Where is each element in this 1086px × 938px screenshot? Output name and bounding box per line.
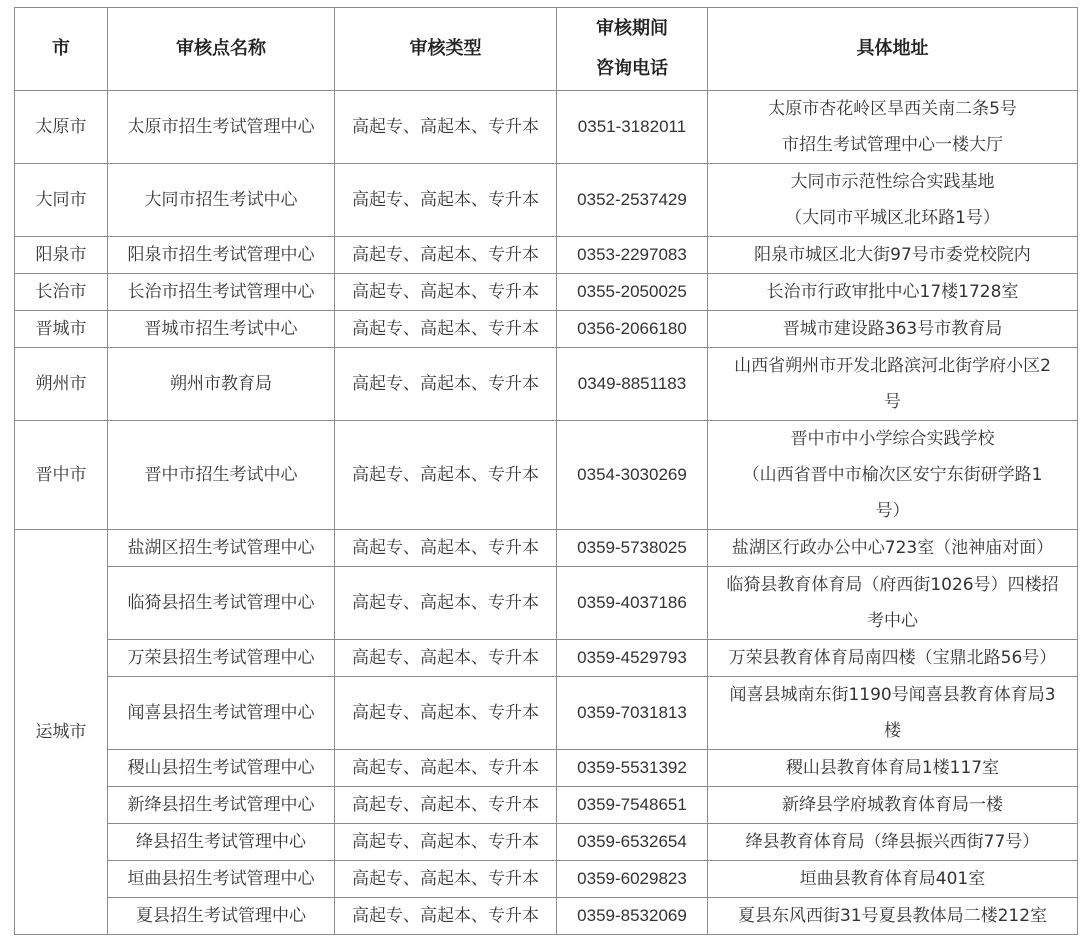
site-name-cell: 晋城市招生考试中心 bbox=[108, 311, 335, 348]
address-line: 长治市行政审批中心17楼1728室 bbox=[766, 282, 1019, 302]
phone-cell: 0359-8532069 bbox=[557, 898, 708, 935]
address-line: （大同市平城区北环路1号） bbox=[785, 208, 1000, 228]
address-line: 稷山县教育体育局1楼117室 bbox=[785, 758, 1000, 778]
table-row bbox=[15, 898, 1078, 935]
table-row bbox=[15, 567, 1078, 640]
address-cell bbox=[708, 861, 1078, 898]
header-phone-line1: 审核期间 bbox=[596, 18, 668, 39]
review-type-cell: 高起专、高起本、专升本 bbox=[335, 91, 557, 164]
site-name-cell: 临猗县招生考试管理中心 bbox=[108, 567, 335, 640]
address-cell bbox=[708, 677, 1078, 750]
city-cell: 晋中市 bbox=[15, 421, 108, 530]
address-line: 市招生考试管理中心一楼大厅 bbox=[782, 135, 1003, 155]
phone-cell: 0353-2297083 bbox=[557, 237, 708, 274]
phone-cell: 0359-4529793 bbox=[557, 640, 708, 677]
review-type-cell: 高起专、高起本、专升本 bbox=[335, 640, 557, 677]
site-name-cell: 大同市招生考试中心 bbox=[108, 164, 335, 237]
address-line: 晋中市中小学综合实践学校 bbox=[790, 429, 995, 449]
header-site-name: 审核点名称 bbox=[108, 8, 335, 91]
address-cell bbox=[708, 750, 1078, 787]
header-address: 具体地址 bbox=[708, 8, 1078, 91]
header-phone bbox=[557, 8, 708, 91]
review-type-cell: 高起专、高起本、专升本 bbox=[335, 898, 557, 935]
site-name-cell: 盐湖区招生考试管理中心 bbox=[108, 530, 335, 567]
review-type-cell: 高起专、高起本、专升本 bbox=[335, 348, 557, 421]
phone-cell: 0359-6029823 bbox=[557, 861, 708, 898]
table-row bbox=[15, 348, 1078, 421]
table-row bbox=[15, 311, 1078, 348]
phone-cell: 0354-3030269 bbox=[557, 421, 708, 530]
site-name-cell: 万荣县招生考试管理中心 bbox=[108, 640, 335, 677]
address-line: 垣曲县教育体育局401室 bbox=[799, 869, 986, 889]
address-line: 闻喜县城南东街1190号闻喜县教育体育局3 bbox=[729, 685, 1056, 705]
phone-cell: 0359-6532654 bbox=[557, 824, 708, 861]
review-type-cell: 高起专、高起本、专升本 bbox=[335, 861, 557, 898]
table-row bbox=[15, 164, 1078, 237]
city-cell: 阳泉市 bbox=[15, 237, 108, 274]
address-line: 盐湖区行政办公中心723室（池神庙对面） bbox=[731, 538, 1054, 558]
review-type-cell: 高起专、高起本、专升本 bbox=[335, 677, 557, 750]
address-line: 楼 bbox=[884, 721, 901, 741]
review-type-cell: 高起专、高起本、专升本 bbox=[335, 530, 557, 567]
site-name-cell: 晋中市招生考试中心 bbox=[108, 421, 335, 530]
table-row bbox=[15, 530, 1078, 567]
header-row bbox=[15, 8, 1078, 91]
review-type-cell: 高起专、高起本、专升本 bbox=[335, 567, 557, 640]
address-cell bbox=[708, 824, 1078, 861]
table-row bbox=[15, 677, 1078, 750]
header-review-type: 审核类型 bbox=[335, 8, 557, 91]
site-name-cell: 垣曲县招生考试管理中心 bbox=[108, 861, 335, 898]
address-cell bbox=[708, 237, 1078, 274]
city-cell: 太原市 bbox=[15, 91, 108, 164]
address-line: 大同市示范性综合实践基地 bbox=[790, 172, 995, 192]
review-type-cell: 高起专、高起本、专升本 bbox=[335, 750, 557, 787]
phone-cell: 0359-5531392 bbox=[557, 750, 708, 787]
site-name-cell: 新绛县招生考试管理中心 bbox=[108, 787, 335, 824]
address-cell bbox=[708, 787, 1078, 824]
table-row bbox=[15, 421, 1078, 530]
review-type-cell: 高起专、高起本、专升本 bbox=[335, 164, 557, 237]
table-row bbox=[15, 824, 1078, 861]
table-row bbox=[15, 274, 1078, 311]
review-type-cell: 高起专、高起本、专升本 bbox=[335, 787, 557, 824]
table-row bbox=[15, 237, 1078, 274]
address-line: 号 bbox=[884, 392, 901, 412]
address-line: 万荣县教育体育局南四楼（宝鼎北路56号） bbox=[728, 648, 1057, 668]
address-cell bbox=[708, 530, 1078, 567]
site-name-cell: 朔州市教育局 bbox=[108, 348, 335, 421]
table-row bbox=[15, 750, 1078, 787]
phone-cell: 0351-3182011 bbox=[557, 91, 708, 164]
address-cell bbox=[708, 91, 1078, 164]
table-row bbox=[15, 861, 1078, 898]
address-cell bbox=[708, 348, 1078, 421]
address-line: 新绛县学府城教育体育局一楼 bbox=[782, 795, 1003, 815]
review-type-cell: 高起专、高起本、专升本 bbox=[335, 311, 557, 348]
city-cell: 晋城市 bbox=[15, 311, 108, 348]
address-line: （山西省晋中市榆次区安宁东街研学路1 bbox=[742, 465, 1043, 485]
phone-cell: 0352-2537429 bbox=[557, 164, 708, 237]
site-name-cell: 长治市招生考试管理中心 bbox=[108, 274, 335, 311]
city-cell: 大同市 bbox=[15, 164, 108, 237]
address-cell bbox=[708, 274, 1078, 311]
site-name-cell: 稷山县招生考试管理中心 bbox=[108, 750, 335, 787]
review-type-cell: 高起专、高起本、专升本 bbox=[335, 824, 557, 861]
city-cell: 运城市 bbox=[15, 530, 108, 935]
site-name-cell: 阳泉市招生考试管理中心 bbox=[108, 237, 335, 274]
address-line: 夏县东风西街31号夏县教体局二楼212室 bbox=[737, 906, 1048, 926]
review-sites-table bbox=[14, 7, 1078, 935]
table-row bbox=[15, 787, 1078, 824]
site-name-cell: 太原市招生考试管理中心 bbox=[108, 91, 335, 164]
address-line: 临猗县教育体育局（府西街1026号）四楼招 bbox=[726, 575, 1059, 595]
city-cell: 长治市 bbox=[15, 274, 108, 311]
address-cell bbox=[708, 898, 1078, 935]
table-row bbox=[15, 91, 1078, 164]
address-line: 太原市杏花岭区旱西关南二条5号 bbox=[768, 99, 1017, 119]
address-line: 考中心 bbox=[867, 611, 918, 631]
address-cell bbox=[708, 421, 1078, 530]
review-type-cell: 高起专、高起本、专升本 bbox=[335, 237, 557, 274]
phone-cell: 0356-2066180 bbox=[557, 311, 708, 348]
site-name-cell: 闻喜县招生考试管理中心 bbox=[108, 677, 335, 750]
review-type-cell: 高起专、高起本、专升本 bbox=[335, 274, 557, 311]
address-line: 阳泉市城区北大街97号市委党校院内 bbox=[754, 245, 1031, 265]
phone-cell: 0349-8851183 bbox=[557, 348, 708, 421]
review-type-cell: 高起专、高起本、专升本 bbox=[335, 421, 557, 530]
phone-cell: 0355-2050025 bbox=[557, 274, 708, 311]
header-phone-line2: 咨询电话 bbox=[596, 58, 668, 79]
city-cell: 朔州市 bbox=[15, 348, 108, 421]
address-cell bbox=[708, 311, 1078, 348]
table-row bbox=[15, 640, 1078, 677]
address-cell bbox=[708, 567, 1078, 640]
site-name-cell: 夏县招生考试管理中心 bbox=[108, 898, 335, 935]
header-city: 市 bbox=[15, 8, 108, 91]
site-name-cell: 绛县招生考试管理中心 bbox=[108, 824, 335, 861]
phone-cell: 0359-5738025 bbox=[557, 530, 708, 567]
address-line: 山西省朔州市开发北路滨河北街学府小区2 bbox=[734, 356, 1051, 376]
address-line: 绛县教育体育局（绛县振兴西街77号） bbox=[745, 832, 1040, 852]
address-cell bbox=[708, 640, 1078, 677]
phone-cell: 0359-7031813 bbox=[557, 677, 708, 750]
address-line: 号） bbox=[875, 501, 910, 521]
phone-cell: 0359-4037186 bbox=[557, 567, 708, 640]
phone-cell: 0359-7548651 bbox=[557, 787, 708, 824]
address-line: 晋城市建设路363号市教育局 bbox=[782, 319, 1003, 339]
address-cell bbox=[708, 164, 1078, 237]
